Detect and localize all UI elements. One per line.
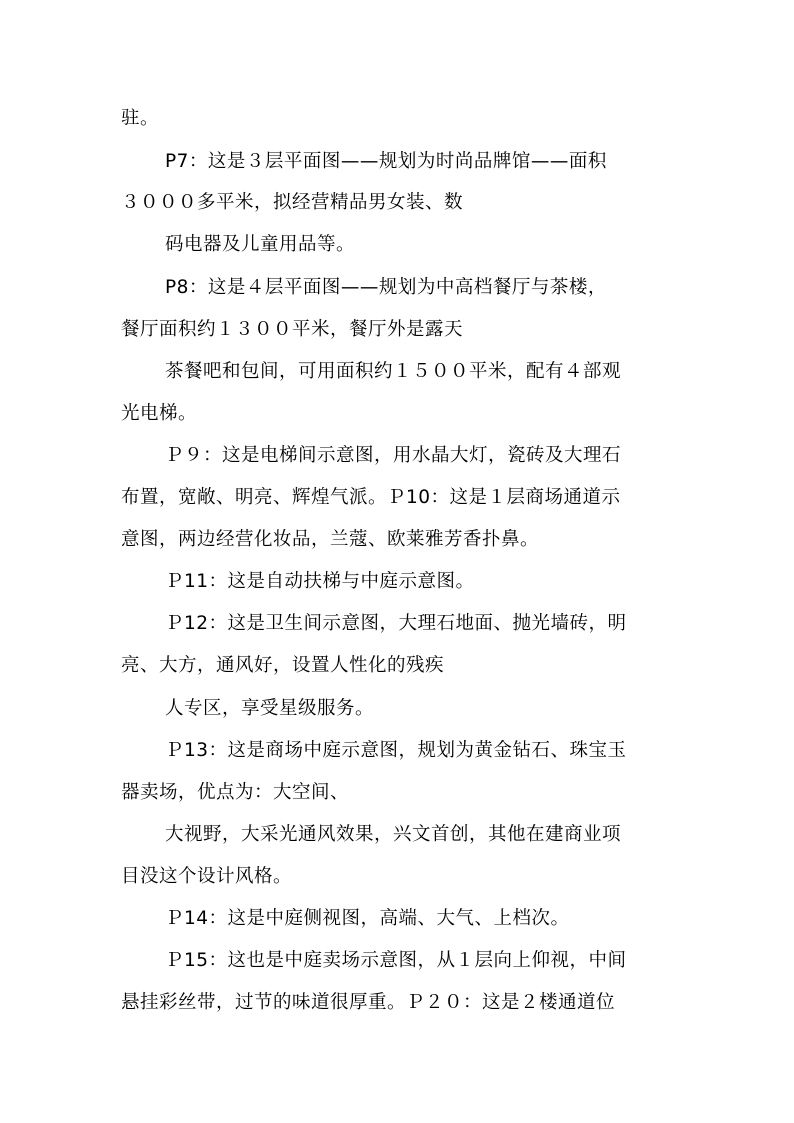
text-line: 大视野，大采光通风效果，兴文首创，其他在建商业项: [165, 824, 622, 845]
text-line: 亮、大方，通风好，设置人性化的残疾: [121, 655, 445, 676]
text-line: 目没这个设计风格。: [121, 866, 293, 887]
text-line: 器卖场，优点为：大空间、: [121, 782, 350, 803]
text-line: 码电器及儿童用品等。: [165, 234, 356, 255]
text-line: 茶餐吧和包间，可用面积约１５００平米，配有４部观: [165, 361, 622, 382]
text-line: 餐厅面积约１３００平米，餐厅外是露天: [121, 319, 464, 340]
text-line: Ｐ14：这是中庭侧视图，高端、大气、上档次。: [165, 908, 570, 929]
text-line: Ｐ12：这是卫生间示意图，大理石地面、抛光墙砖，明: [165, 613, 627, 634]
text-line: ３０００多平米，拟经营精品男女装、数: [121, 192, 464, 213]
text-line: 驻。: [121, 108, 160, 129]
text-line: Ｐ11：这是自动扶梯与中庭示意图。: [165, 571, 475, 592]
text-line: Ｐ13：这是商场中庭示意图，规划为黄金钻石、珠宝玉: [165, 740, 627, 761]
text-line: P7：这是３层平面图——规划为时尚品牌馆——面积: [165, 151, 607, 172]
text-line: 光电梯。: [121, 403, 198, 424]
text-line: 意图，两边经营化妆品，兰蔻、欧莱雅芳香扑鼻。: [121, 529, 540, 550]
text-line: P8：这是４层平面图——规划为中高档餐厅与茶楼，: [165, 277, 607, 298]
text-line: 布置，宽敞、明亮、辉煌气派。Ｐ10：这是１层商场通道示: [121, 487, 621, 508]
text-line: Ｐ９：这是电梯间示意图，用水晶大灯，瓷砖及大理石: [165, 445, 622, 466]
text-line: 人专区，享受星级服务。: [165, 698, 375, 719]
text-line: Ｐ15：这也是中庭卖场示意图，从１层向上仰视，中间: [165, 950, 627, 971]
text-line: 悬挂彩丝带，过节的味道很厚重。Ｐ２０：这是２楼通道位: [121, 992, 616, 1013]
